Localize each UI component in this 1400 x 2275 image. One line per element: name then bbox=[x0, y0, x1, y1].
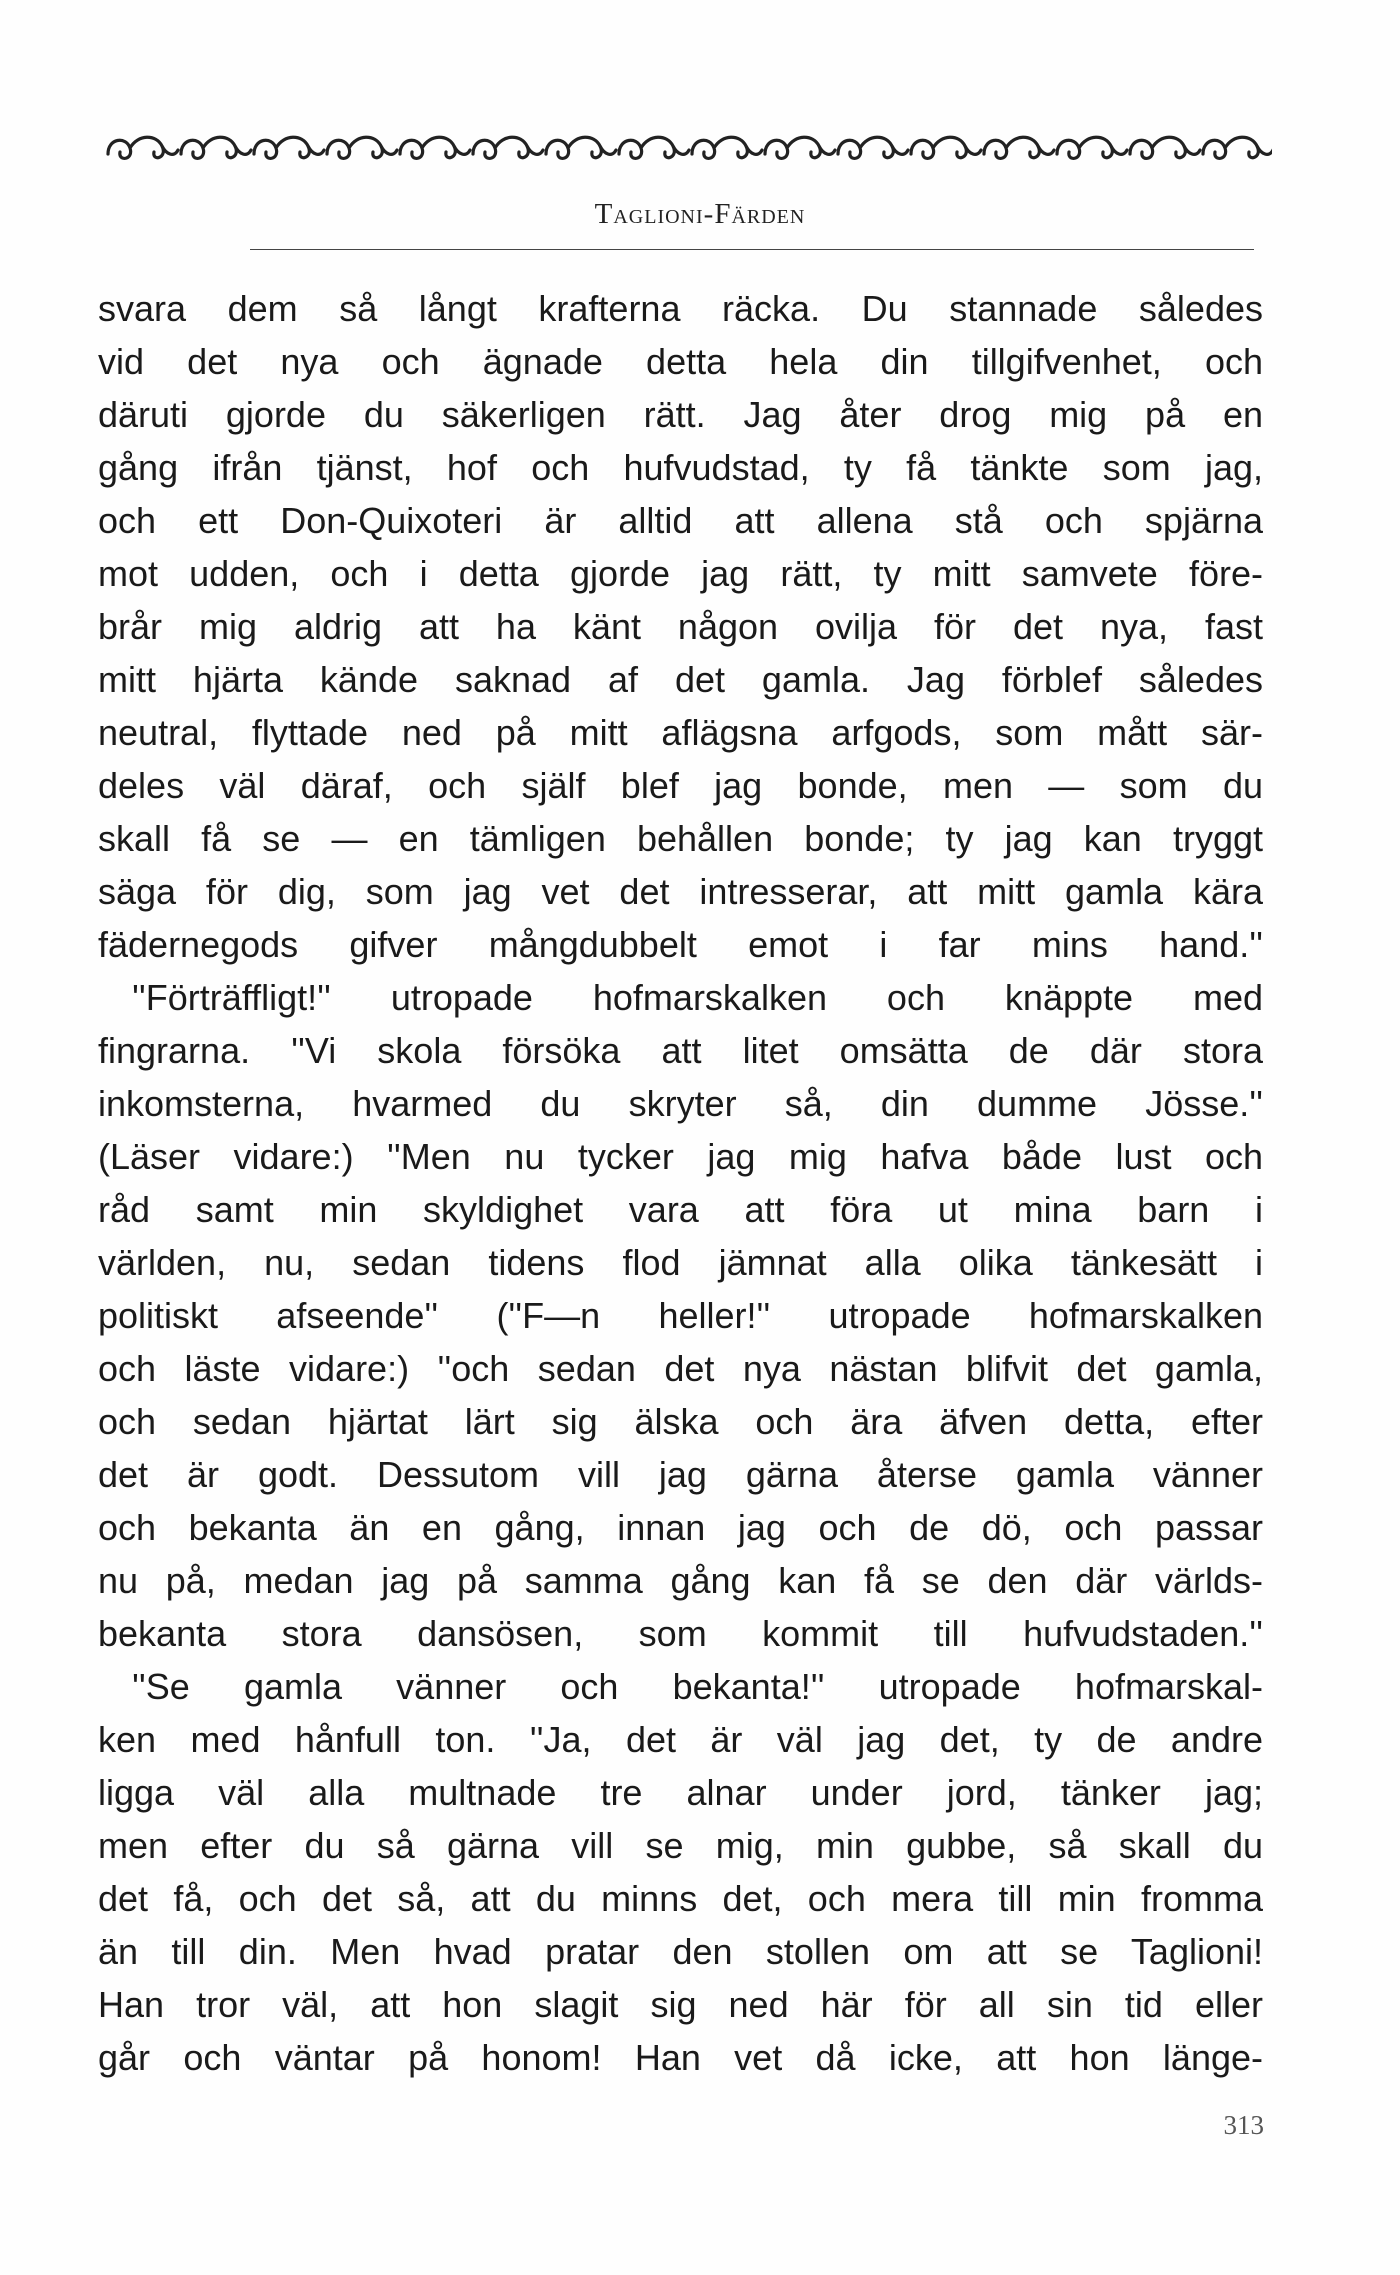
text-line: deles väl däraf, och själf blef jag bonde, men — som du bbox=[98, 765, 1263, 806]
ornament-scroll bbox=[838, 137, 908, 158]
text-line: ''Se gamla vänner och bekanta!'' utropade hofmarskal- bbox=[132, 1666, 1263, 1707]
header-rule bbox=[250, 249, 1254, 250]
text-line: men efter du så gärna vill se mig, min gubbe, så skall du bbox=[98, 1825, 1263, 1866]
text-line: och läste vidare:) ''och sedan det nya nästan blifvit det gamla, bbox=[98, 1348, 1263, 1389]
ornament-scroll bbox=[327, 137, 397, 158]
ornament-scroll bbox=[619, 137, 689, 158]
ornament-scroll bbox=[1203, 137, 1272, 158]
text-line: ''Förträffligt!'' utropade hofmarskalken och knäppte med bbox=[132, 977, 1263, 1018]
text-line: gång ifrån tjänst, hof och hufvudstad, ty få tänkte som jag, bbox=[98, 447, 1263, 488]
text-line: mot udden, och i detta gjorde jag rätt, ty mitt samvete före- bbox=[98, 553, 1263, 594]
text-line: går och väntar på honom! Han vet då icke, att hon länge- bbox=[98, 2037, 1263, 2078]
text-line: politiskt afseende'' (''F—n heller!'' utropade hofmarskalken bbox=[98, 1295, 1263, 1336]
body-text bbox=[98, 282, 1263, 2084]
text-line: Han tror väl, att hon slagit sig ned här för all sin tid eller bbox=[98, 1984, 1263, 2025]
text-line: ken med hånfull ton. ''Ja, det är väl jag det, ty de andre bbox=[98, 1719, 1263, 1760]
ornament-scroll bbox=[692, 137, 762, 158]
text-line: och bekanta än en gång, innan jag och de dö, och passar bbox=[98, 1507, 1263, 1548]
ornament-scroll bbox=[765, 137, 835, 158]
text-line: vid det nya och ägnade detta hela din tillgifvenhet, och bbox=[98, 341, 1263, 382]
text-line: än till din. Men hvad pratar den stollen om att se Taglioni! bbox=[98, 1931, 1263, 1972]
decorative-border-ornament bbox=[104, 128, 1272, 172]
text-line: skall få se — en tämligen behållen bonde; ty jag kan tryggt bbox=[98, 818, 1263, 859]
ornament-scroll bbox=[546, 137, 616, 158]
text-line: och sedan hjärtat lärt sig älska och ära äfven detta, efter bbox=[98, 1401, 1263, 1442]
ornament-scroll bbox=[108, 137, 178, 158]
text-line: ligga väl alla multnade tre alnar under jord, tänker jag; bbox=[98, 1772, 1263, 1813]
running-head: Taglioni-Färden bbox=[594, 198, 806, 230]
text-line: det är godt. Dessutom vill jag gärna återse gamla vänner bbox=[98, 1454, 1263, 1495]
page-number: 313 bbox=[1223, 2110, 1264, 2140]
text-line: säga för dig, som jag vet det intresserar, att mitt gamla kära bbox=[98, 871, 1263, 912]
ornament-scroll bbox=[1057, 137, 1127, 158]
text-line: neutral, flyttade ned på mitt aflägsna arfgods, som mått sär- bbox=[98, 712, 1263, 753]
ornament-scroll bbox=[254, 137, 324, 158]
text-line: inkomsterna, hvarmed du skryter så, din dumme Jösse.'' bbox=[98, 1083, 1263, 1124]
text-line: däruti gjorde du säkerligen rätt. Jag åter drog mig på en bbox=[98, 394, 1263, 435]
text-line: (Läser vidare:) ''Men nu tycker jag mig hafva både lust och bbox=[98, 1136, 1263, 1177]
text-line: fädernegods gifver mångdubbelt emot i far mins hand.'' bbox=[98, 924, 1263, 965]
text-line: mitt hjärta kände saknad af det gamla. Jag förblef således bbox=[98, 659, 1263, 700]
ornament-scroll bbox=[400, 137, 470, 158]
text-line: världen, nu, sedan tidens flod jämnat alla olika tänkesätt i bbox=[98, 1242, 1263, 1283]
text-line: brår mig aldrig att ha känt någon ovilja för det nya, fast bbox=[98, 606, 1263, 647]
text-line: bekanta stora dansösen, som kommit till hufvudstaden.'' bbox=[98, 1613, 1263, 1654]
text-line: svara dem så långt krafterna räcka. Du stannade således bbox=[98, 288, 1263, 329]
text-line: och ett Don-Quixoteri är alltid att allena stå och spjärna bbox=[98, 500, 1263, 541]
ornament-scroll bbox=[1130, 137, 1200, 158]
ornament-scroll bbox=[984, 137, 1054, 158]
ornament-scroll bbox=[473, 137, 543, 158]
ornament-scroll bbox=[911, 137, 981, 158]
text-line: nu på, medan jag på samma gång kan få se den där världs- bbox=[98, 1560, 1263, 1601]
text-line: råd samt min skyldighet vara att föra ut mina barn i bbox=[98, 1189, 1263, 1230]
text-line: fingrarna. ''Vi skola försöka att litet omsätta de där stora bbox=[98, 1030, 1263, 1071]
ornament-scroll bbox=[181, 137, 251, 158]
text-line: det få, och det så, att du minns det, och mera till min fromma bbox=[98, 1878, 1263, 1919]
